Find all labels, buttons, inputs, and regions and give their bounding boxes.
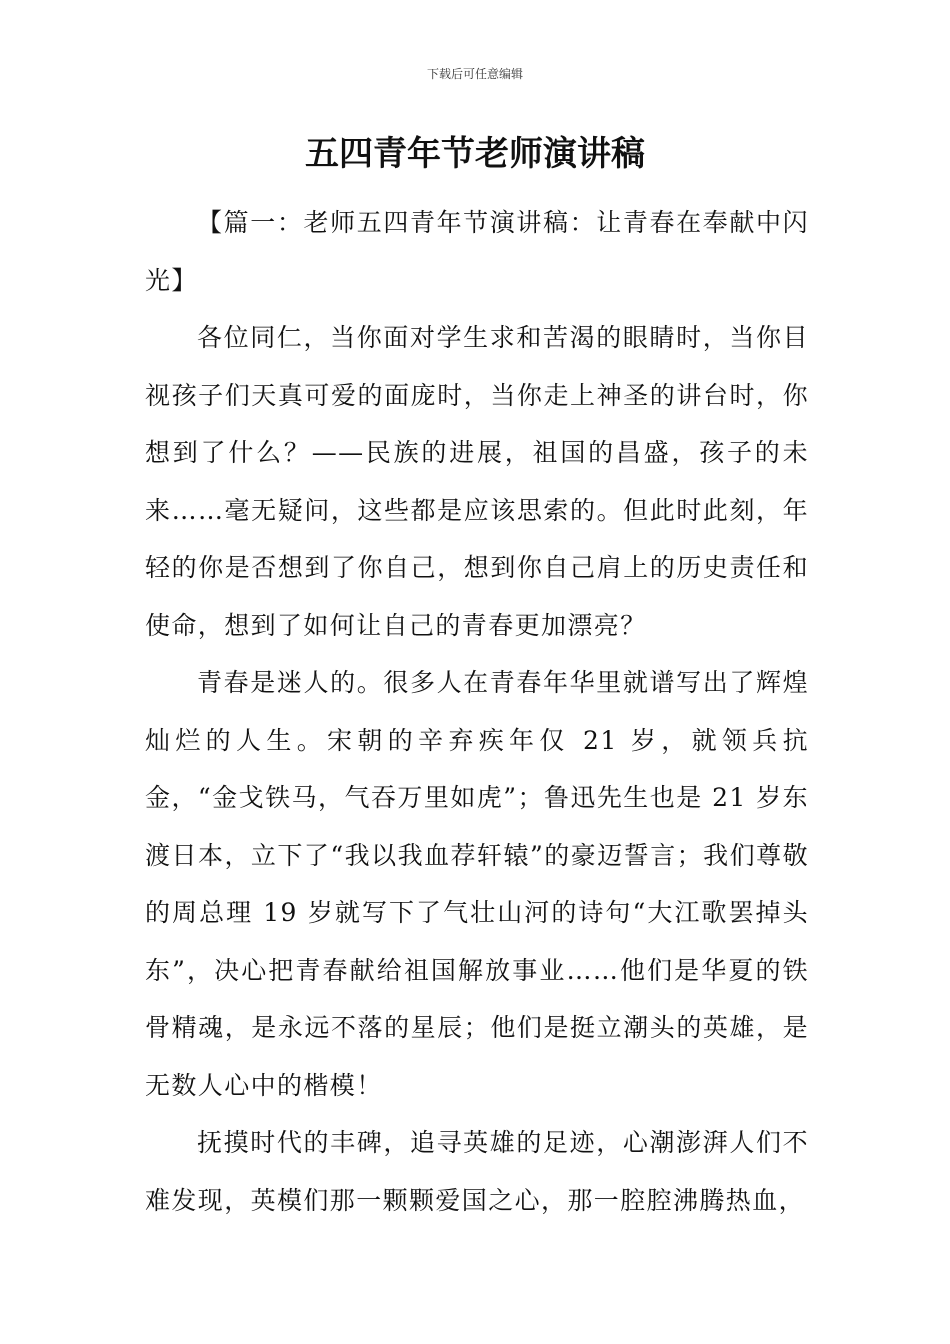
document-title: 五四青年节老师演讲稿 <box>305 134 645 174</box>
document-body <box>145 194 809 1229</box>
paragraph: 抚摸时代的丰碑，追寻英雄的足迹，心潮澎湃人们不难发现，英模们那一颗颗爱国之心，那一腔腔沸腾热血， <box>145 1128 809 1215</box>
paragraph: 各位同仁，当你面对学生求和苦渴的眼睛时，当你目视孩子们天真可爱的面庞时，当你走上神圣的讲台时，你想到了什么？——民族的进展，祖国的昌盛，孩子的未来……毫无疑问，这些都是应该思索的。但此时此刻，年轻的你是否想到了你自己，想到你自己肩上的历史责任和使命，想到了如何让自己的青春更加漂亮？ <box>145 323 809 640</box>
paragraph: 青春是迷人的。很多人在青春年华里就谱写出了辉煌灿烂的人生。宋朝的辛弃疾年仅 21 岁，就领兵抗金，“金戈铁马，气吞万里如虎”；鲁迅先生也是 21 岁东渡日本，立下了“我以我血荐轩辕”的豪迈誓言；我们尊敬的周总理 19 岁就写下了气壮山河的诗句“大江歌罢掉头东”，决心把青春献给祖国解放事业……他们是华夏的铁骨精魂，是永远不落的星辰；他们是挺立潮头的英雄，是无数人心中的楷模！ <box>145 668 809 1100</box>
section-heading: 【篇一：老师五四青年节演讲稿：让青春在奉献中闪光】 <box>145 208 809 295</box>
header-note: 下载后可任意编辑 <box>426 67 523 81</box>
